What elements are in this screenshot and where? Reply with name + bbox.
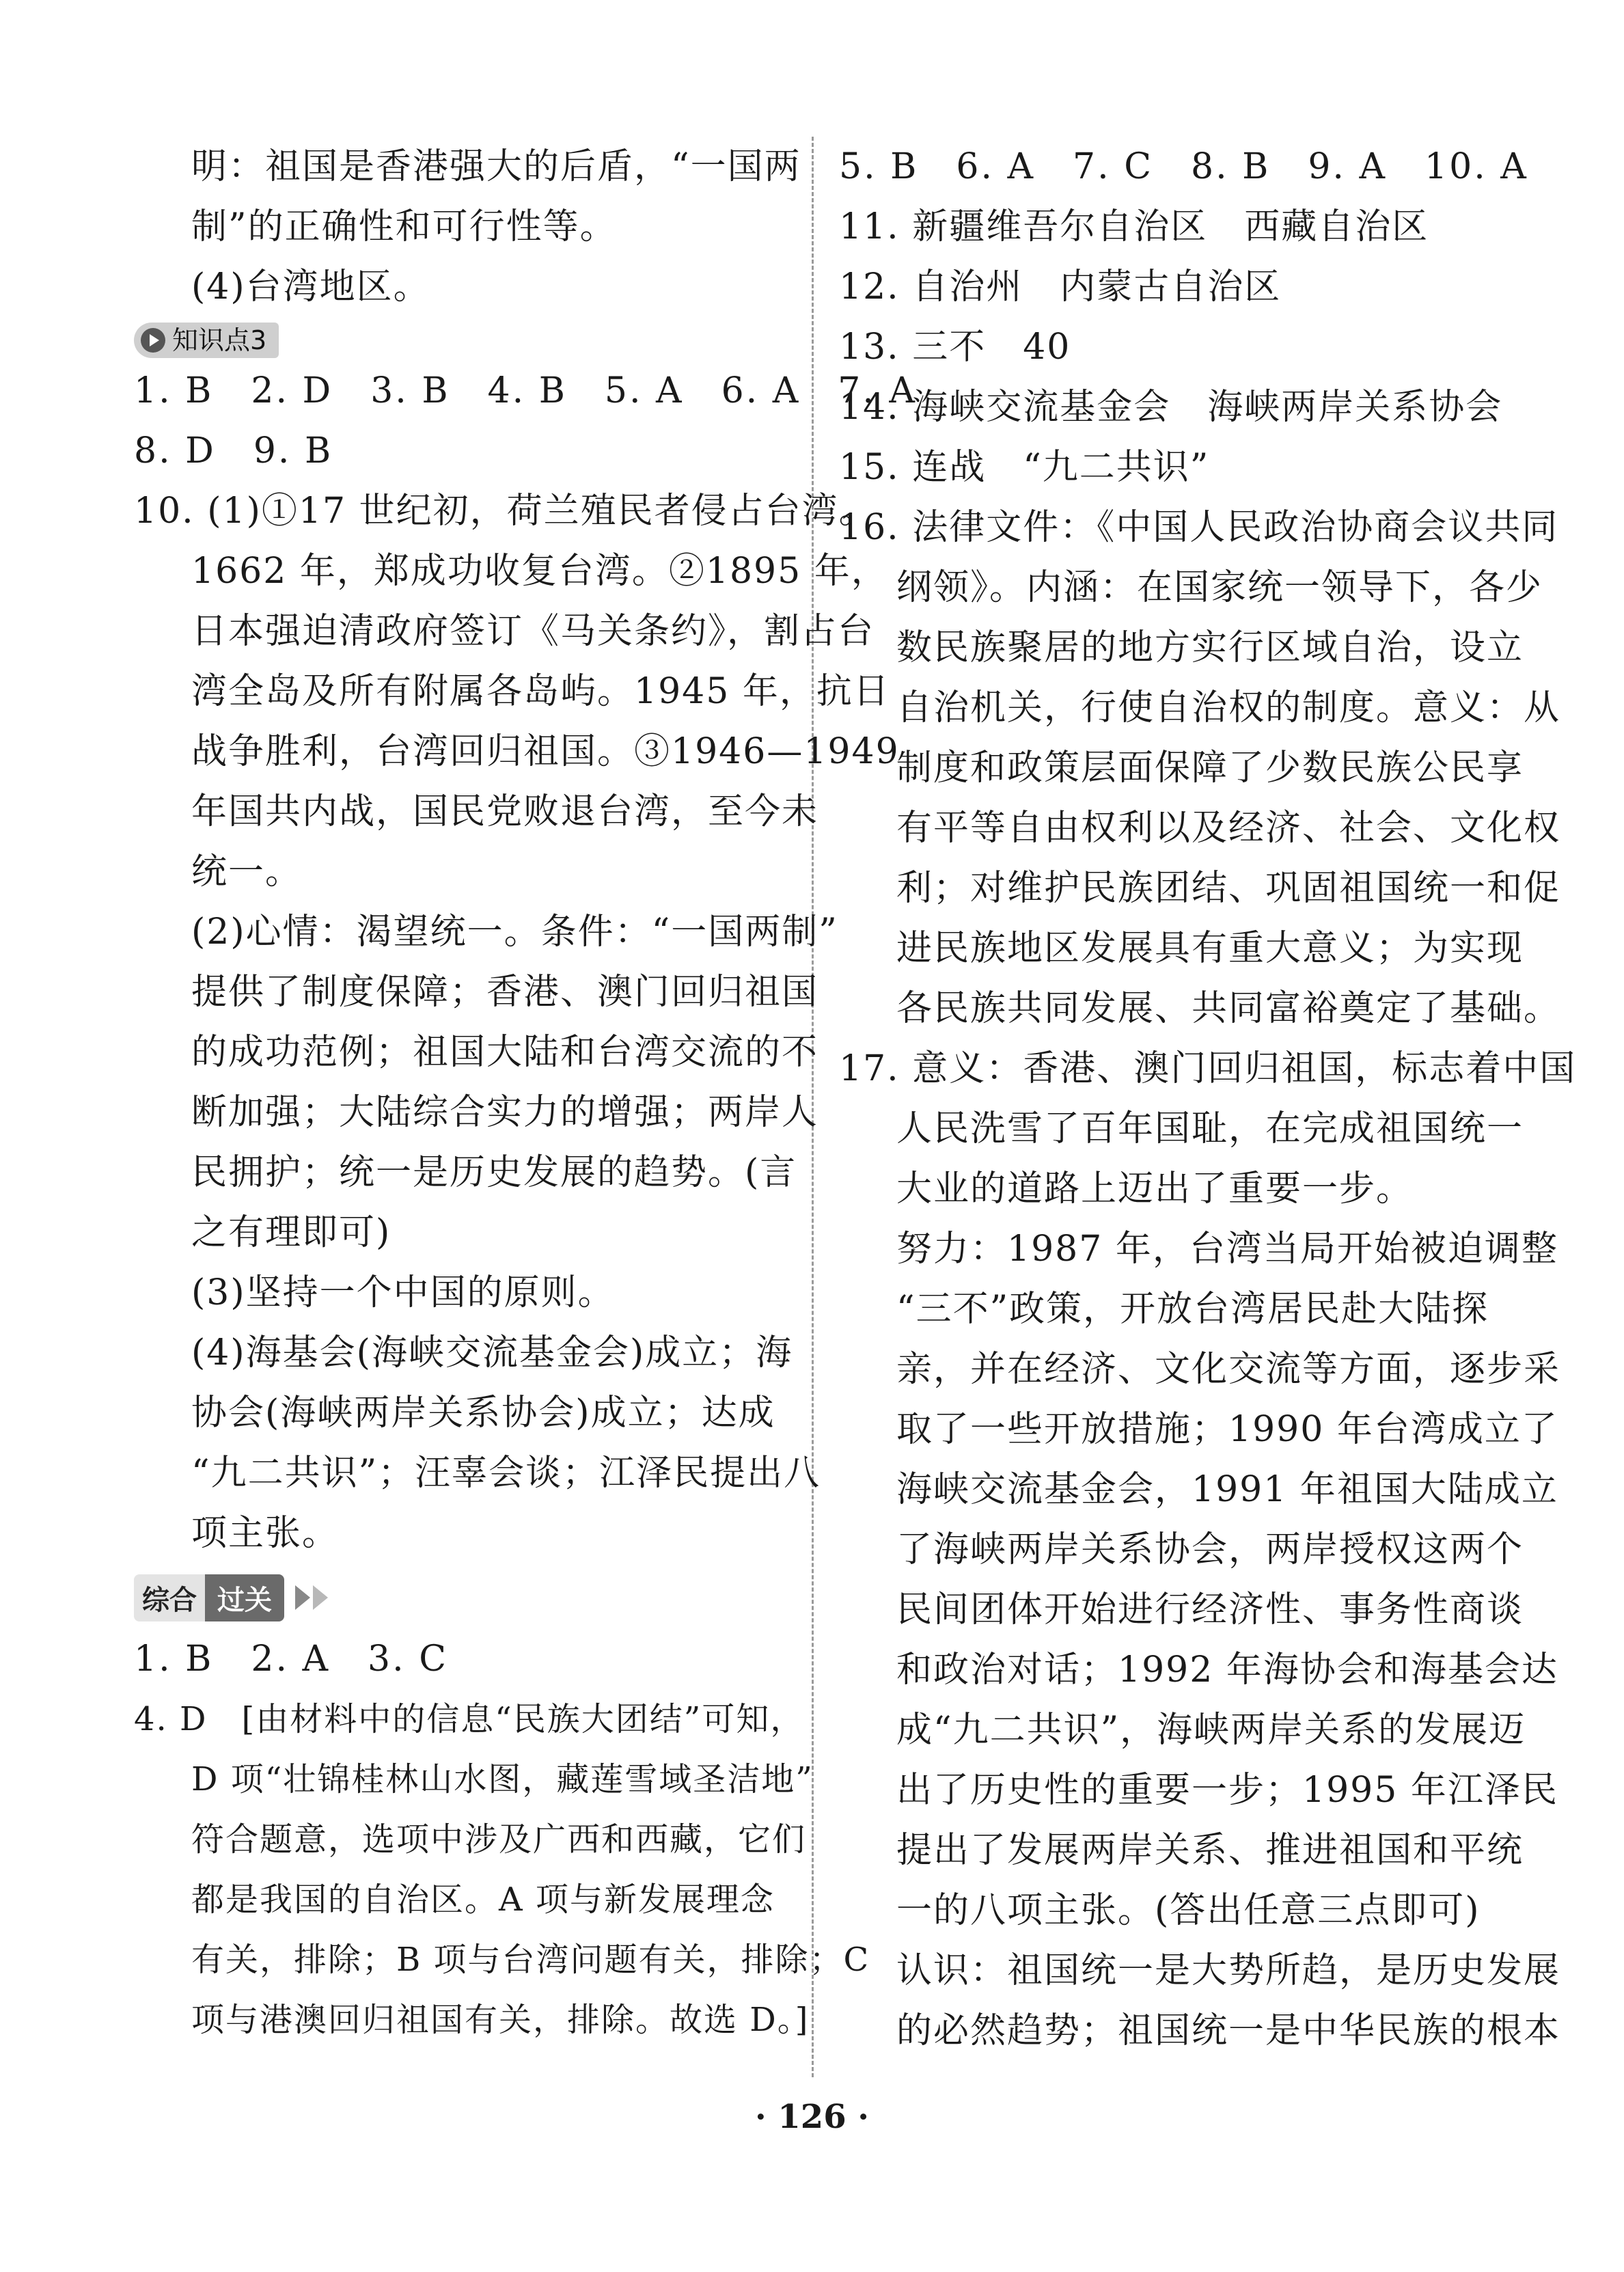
text-line: 了海峡两岸关系协会，两岸授权这两个 [896, 1529, 1524, 1570]
text-line: 提出了发展两岸关系、推进祖国和平统 [896, 1830, 1524, 1871]
text-line: 亲，并在经济、文化交流等方面，逐步采 [896, 1349, 1561, 1390]
text-line: 各民族共同发展、共同富裕奠定了基础。 [896, 988, 1561, 1029]
text-line: 有平等自由权利以及经济、社会、文化权 [896, 808, 1561, 849]
text-line: 明：祖国是香港强大的后盾，“一国两 [191, 146, 801, 187]
text-line: 战争胜利，台湾回归祖国。③1946—1949 [191, 731, 900, 772]
banner-label-b: 过关 [205, 1574, 284, 1621]
text-line: 日本强迫清政府签订《马关条约》，割占台 [191, 611, 875, 652]
text-line: 纲领》。内涵：在国家统一领导下，各少 [896, 567, 1543, 608]
text-line: 自治机关，行使自治权的制度。意义：从 [896, 687, 1561, 728]
text-line: 制度和政策层面保障了少数民族公民享 [896, 748, 1524, 789]
answer-line: 1. B 2. A 3. C [134, 1639, 448, 1680]
text-line: 有关，排除；B 项与台湾问题有关，排除；C [191, 1941, 870, 1979]
answer-line: 11. 新疆维吾尔自治区 西藏自治区 [839, 206, 1429, 247]
text-line: 制”的正确性和可行性等。 [191, 206, 617, 247]
play-arrow-icon [141, 328, 165, 353]
right-column [839, 137, 1577, 2061]
text-line: 湾全岛及所有附属各岛屿。1945 年，抗日 [191, 671, 890, 712]
question-10-line: 10. (1)①17 世纪初，荷兰殖民者侵占台湾。 [134, 491, 876, 532]
text-line: 出了历史性的重要一步；1995 年江泽民 [896, 1770, 1558, 1811]
question-17-line: 17. 意义：香港、澳门回归祖国，标志着中国 [839, 1048, 1577, 1089]
text-line: “九二共识”；汪辜会谈；江泽民提出八 [191, 1453, 821, 1494]
text-line: (3)坚持一个中国的原则。 [191, 1272, 615, 1313]
text-line: “三不”政策，开放台湾居民赴大陆探 [896, 1289, 1489, 1330]
chevron-right-icon [295, 1585, 310, 1610]
text-line: 海峡交流基金会，1991 年祖国大陆成立 [896, 1469, 1558, 1510]
question-4-line: 4. D [由材料中的信息“民族大团结”可知， [134, 1700, 805, 1738]
text-line: 成“九二共识”，海峡两岸关系的发展迈 [896, 1710, 1526, 1751]
text-line: 一的八项主张。(答出任意三点即可) [896, 1890, 1481, 1931]
text-line: 和政治对话；1992 年海协会和海基会达 [896, 1650, 1558, 1691]
text-line: (4)台湾地区。 [191, 266, 430, 307]
text-line: 利；对维护民族团结、巩固祖国统一和促 [896, 868, 1561, 909]
text-line: 项与港澳回归祖国有关，排除。故选 D。] [191, 2001, 810, 2039]
banner-label-a: 综合 [134, 1574, 205, 1621]
page-number: · 126 · [754, 2098, 870, 2136]
text-line: 统一。 [191, 851, 303, 892]
question-16-line: 16. 法律文件：《中国人民政治协商会议共同 [839, 507, 1559, 548]
text-line: 大业的道路上迈出了重要一步。 [896, 1168, 1414, 1209]
text-line: 提供了制度保障；香港、澳门回归祖国 [191, 972, 819, 1013]
text-line: 进民族地区发展具有重大意义；为实现 [896, 928, 1524, 969]
text-line: (4)海基会(海峡交流基金会)成立；海 [191, 1332, 793, 1373]
text-line: 民间团体开始进行经济性、事务性商谈 [896, 1589, 1524, 1630]
answer-line: 15. 连战 “九二共识” [839, 447, 1210, 488]
text-line: 数民族聚居的地方实行区域自治，设立 [896, 627, 1524, 668]
text-line: 人民洗雪了百年国耻，在完成祖国统一 [896, 1108, 1524, 1149]
text-line: 认识：祖国统一是大势所趋，是历史发展 [896, 1950, 1561, 1991]
text-line: 的必然趋势；祖国统一是中华民族的根本 [896, 2010, 1561, 2051]
text-line: D 项“壮锦桂林山水图，藏莲雪域圣洁地” [191, 1760, 814, 1798]
section-tag-label: 知识点3 [172, 325, 267, 355]
text-line: 努力：1987 年，台湾当局开始被迫调整 [896, 1229, 1558, 1270]
text-line: 取了一些开放措施；1990 年台湾成立了 [896, 1409, 1558, 1450]
answer-line: 5. B 6. A 7. C 8. B 9. A 10. A [839, 146, 1528, 187]
text-line: 协会(海峡两岸关系协会)成立；达成 [191, 1393, 775, 1434]
answer-line: 13. 三不 40 [839, 327, 1071, 368]
comprehensive-review-banner [134, 1570, 790, 1625]
answer-line: 14. 海峡交流基金会 海峡两岸关系协会 [839, 387, 1503, 428]
answer-line: 12. 自治州 内蒙古自治区 [839, 266, 1282, 307]
text-line: 符合题意，选项中涉及广西和西藏，它们 [191, 1820, 807, 1859]
text-line: 的成功范例；祖国大陆和台湾交流的不 [191, 1032, 819, 1073]
text-line: 项主张。 [191, 1513, 340, 1554]
text-line: 都是我国的自治区。A 项与新发展理念 [191, 1880, 775, 1919]
text-line: 1662 年，郑成功收复台湾。②1895 年， [191, 551, 888, 592]
chevron-right-icon [313, 1585, 328, 1610]
text-line: 年国共内战，国民党败退台湾，至今未 [191, 791, 819, 832]
text-line: 之有理即可) [191, 1212, 391, 1253]
answer-line: 1. B 2. D 3. B 4. B 5. A 6. A 7. A [134, 370, 917, 411]
text-line: 断加强；大陆综合实力的增强；两岸人 [191, 1092, 819, 1133]
text-line: 民拥护；统一是历史发展的趋势。(言 [191, 1152, 797, 1193]
left-column [134, 137, 917, 2050]
text-line: (2)心情：渴望统一。条件：“一国两制” [191, 912, 838, 953]
answer-line: 8. D 9. B [134, 430, 333, 471]
section-tag-knowledge-3 [134, 317, 790, 361]
